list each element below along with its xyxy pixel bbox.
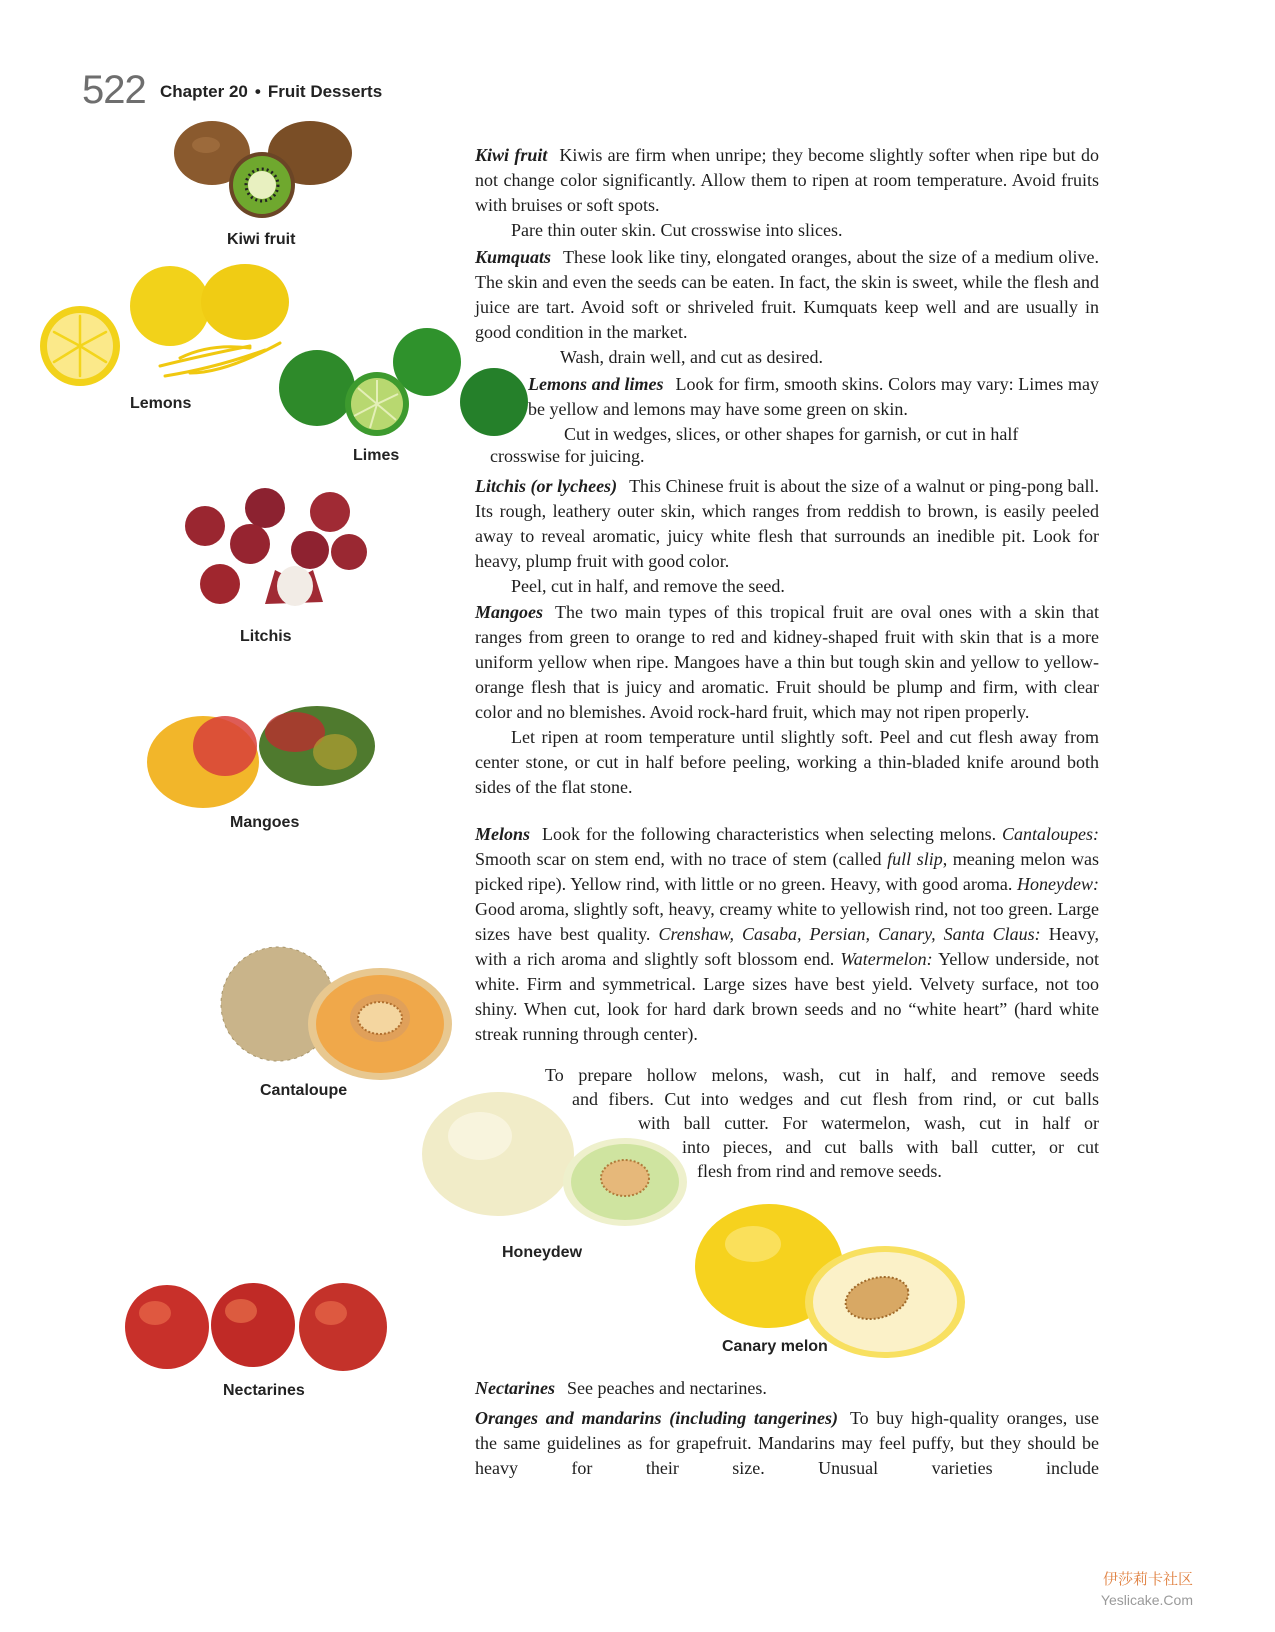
melons-cantaloupe-label: Cantaloupes: — [1002, 824, 1099, 844]
entry-nectarines — [475, 1376, 1099, 1401]
watermark-site: Yeslicake.Com — [1100, 1592, 1193, 1608]
caption-limes: Limes — [353, 447, 400, 464]
term-kumquats: Kumquats — [475, 247, 552, 267]
nectarines-illustration — [125, 1283, 400, 1375]
term-litchis: Litchis (or lychees) — [475, 476, 618, 496]
melons-honeydew-text: Good aroma, slightly soft, heavy, creamy white to yellowish rind, not too green. Large sizes have best quality. — [475, 899, 1099, 944]
term-kiwi: Kiwi fruit — [475, 145, 548, 165]
watermark-cn: 伊莎莉卡社区 — [1102, 1570, 1193, 1588]
running-header — [160, 82, 382, 102]
melons-watermelon-label: Watermelon: — [840, 949, 933, 969]
melons-prep-line-2: and fibers. Cut into wedges and cut flesh from rind, or cut balls — [572, 1089, 1099, 1109]
entry-kumquats — [475, 245, 1099, 370]
oranges-text: To buy high-quality oranges, use the same guidelines as for grapefruit. Mandarins may feel puffy, but they should be heavy for their size. Unusual varieties include — [475, 1408, 1099, 1478]
lemons-illustration — [40, 258, 290, 398]
section-title: Fruit Desserts — [267, 82, 383, 101]
mangoes-illustration — [145, 702, 380, 812]
lemons-prep: Cut in wedges, slices, or other shapes for garnish, or cut in half — [564, 424, 1019, 444]
entry-oranges — [475, 1406, 1099, 1481]
melons-prep-line-5: flesh from rind and remove seeds. — [697, 1161, 942, 1181]
kumquats-text: These look like tiny, elongated oranges, about the size of a medium olive. The skin and even the seeds can be eaten. In fact, the skin is sweet, while the flesh and juice are tart. Avoid soft or shriveled fruit. Kumquats keep well and are usually in good condition in the market. — [475, 247, 1099, 342]
separator-dot: • — [254, 82, 261, 101]
melons-honeydew-label: Honeydew: — [1017, 874, 1100, 894]
melons-intro: Look for the following characteristics when selecting melons. — [542, 824, 997, 844]
nectarines-text: See peaches and nectarines. — [567, 1378, 767, 1398]
litchis-prep: Peel, cut in half, and remove the seed. — [511, 576, 785, 596]
kumquats-prep: Wash, drain well, and cut as desired. — [560, 347, 823, 367]
caption-lemons: Lemons — [130, 395, 192, 412]
melons-cantaloupe-text-a: Smooth scar on stem end, with no trace of stem (called — [475, 849, 882, 869]
canary-melon-illustration — [695, 1204, 975, 1360]
melons-prep-line-4: into pieces, and cut balls with ball cutter, or cut — [682, 1137, 1099, 1157]
litchis-text: This Chinese fruit is about the size of a walnut or ping-pong ball. Its rough, leathery outer skin, which ranges from reddish to brown, is easily peeled away to reveal aromatic, juicy white flesh that surrounds an inedible pit. Look for heavy, plump fruit with good color. — [475, 476, 1099, 571]
kiwi-text: Kiwis are firm when unripe; they become slightly softer when ripe but do not change color significantly. Allow them to ripen at room temperature. Avoid fruits with bruises or soft spots. — [475, 145, 1099, 215]
melons-full-slip: full slip — [887, 849, 943, 869]
term-oranges: Oranges and mandarins (including tangerines) — [475, 1408, 838, 1428]
melons-crenshaw-text: Heavy, with a rich aroma and slightly soft blossom end. — [475, 924, 1100, 969]
lemons-prep-tail: crosswise for juicing. — [490, 446, 645, 466]
entry-lemons-limes — [528, 372, 1099, 447]
caption-canary-melon: Canary melon — [722, 1338, 828, 1355]
litchis-illustration — [165, 486, 375, 616]
entry-litchis — [475, 474, 1099, 599]
melons-prep-line-1: To prepare hollow melons, wash, cut in half, and remove seeds — [545, 1065, 1099, 1085]
entry-mangoes — [475, 600, 1099, 800]
melons-watermelon-text: Yellow underside, not white. Firm and symmetrical. Large sizes have best yield. Velvety surface, not too shiny. When cut, look for hard dark brown seeds and no “white heart” (hard white streak running through center). — [475, 949, 1099, 1044]
page-number: 522 — [82, 68, 146, 112]
term-melons: Melons — [475, 824, 531, 844]
caption-mangoes: Mangoes — [230, 814, 300, 831]
mangoes-prep: Let ripen at room temperature until slightly soft. Peel and cut flesh away from center stone, or cut in half before peeling, working a thin-bladed knife around both sides of the flat stone. — [475, 727, 1099, 797]
lemons-text: Look for firm, smooth skins. Colors may vary: Limes may be yellow and lemons may have some green on skin. — [528, 374, 1100, 419]
caption-nectarines: Nectarines — [223, 1382, 305, 1399]
entry-kiwi — [475, 143, 1099, 243]
caption-honeydew: Honeydew — [502, 1244, 583, 1261]
melons-crenshaw-label: Crenshaw, Casaba, Persian, Canary, Santa Claus: — [658, 924, 1041, 944]
kiwi-illustration — [170, 115, 360, 225]
cantaloupe-illustration — [220, 946, 455, 1082]
chapter-label: Chapter 20 — [160, 82, 248, 101]
term-lemons-limes: Lemons and limes — [528, 374, 664, 394]
mangoes-text: The two main types of this tropical fruit are oval ones with a skin that ranges from green to orange to red and kidney-shaped fruit with skin that is a more uniform yellow when ripe. Mangoes have a thin but tough skin and yellow to yellow-orange flesh that is juicy and aromatic. Fruit should be plump and firm, with clear color and no blemishes. Avoid rock-hard fruit, which may not ripen properly. — [475, 602, 1099, 722]
caption-litchis: Litchis — [240, 628, 292, 645]
melons-cantaloupe-text-b: , meaning melon was picked ripe). Yellow rind, with little or no green. Heavy, with good aroma. — [475, 849, 1099, 894]
melons-prep-line-3: with ball cutter. For watermelon, wash, cut in half or — [638, 1113, 1099, 1133]
entry-melons — [475, 822, 1099, 1047]
kiwi-prep: Pare thin outer skin. Cut crosswise into slices. — [511, 220, 843, 240]
caption-kiwi: Kiwi fruit — [227, 231, 296, 248]
term-mangoes: Mangoes — [475, 602, 544, 622]
caption-cantaloupe: Cantaloupe — [260, 1082, 348, 1099]
term-nectarines: Nectarines — [475, 1378, 555, 1398]
